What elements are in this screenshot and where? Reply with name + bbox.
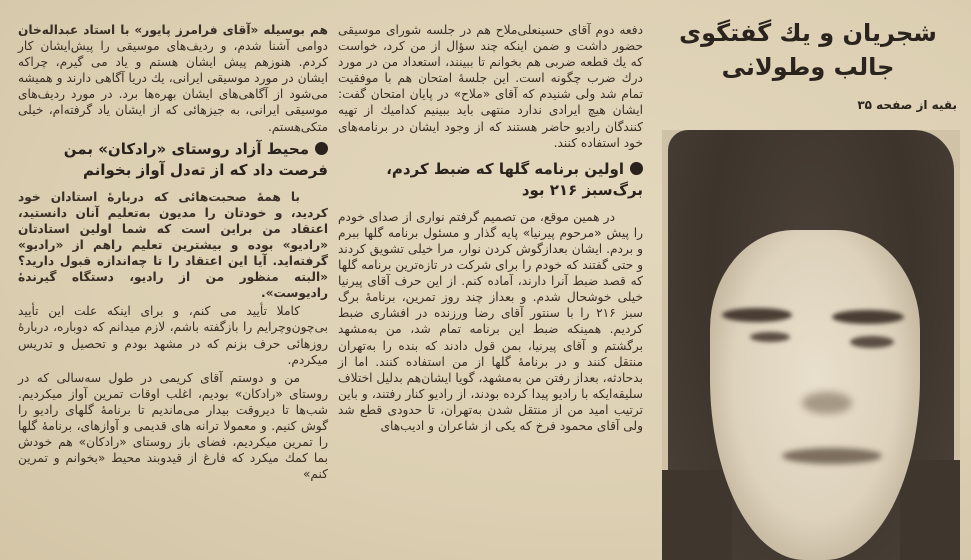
middle-subhead-text: اولین برنامه گلها که ضبط کردم، برگ‌سبز ۲۱۶ بود xyxy=(386,159,643,199)
continued-from-label: بقیه از صفحه ۳۵ xyxy=(857,98,957,112)
photo-nose xyxy=(802,392,852,414)
middle-column xyxy=(338,22,643,560)
middle-para-1: دفعه دوم آقای حسینعلی‌ملاح هم در جلسه شورای موسیقی حضور داشت و ضمن اینکه چند سؤال از من کرد، خواست که یك قطعه ضربی هم بخوانم تا ببینند، استعداد من در مورد درك ضرب چگونه است. این جلسهٔ امتحان هم با موفقیت تمام شد ولی شنیدم که آقای «ملاح» در پایان امتحان گفت: ایشان هیچ ایرادی ندارد منتهی باید ببینیم کدامیك از تهیه کنندگان رادیو حاضر هستند که از وجود ایشان در برنامه‌های خود استفاده کنند. xyxy=(338,23,643,150)
left-para-3: من و دوستم آقای کریمی در طول سه‌سالی که در روستای «رادکان» بودیم، اغلب اوقات تمرین آواز میکردیم. شب‌ها تا دیروقت بیدار می‌ماندیم تا برنامهٔ گلهای رادیو را گوش کنیم. و معمولا ترانه‌ های قدیمی و آوازهای، برنامهٔ گلها را تمرین میکردیم، فضای باز روستای «رادکان» هم خودش بما کمك میکرد که فارغ از قیدوبند محیط «بخوانم و تمرین کنم» xyxy=(18,370,328,482)
photo-brow-left xyxy=(722,308,792,322)
photo-shoulder-left xyxy=(662,470,732,560)
left-subhead xyxy=(18,139,328,181)
photo-shoulder-right xyxy=(900,460,960,560)
bullet-icon xyxy=(315,142,328,155)
middle-subhead xyxy=(338,159,643,201)
left-para-1-text: دوامی آشنا شدم، و ردیف‌های موسیقی را پیش‌ایشان کار کردم. هنوزهم پیش ایشان هستم و یاد می گیرم، چراکه ایشان در مورد موسیقی ایرانی، یك دریا آگاهی دارند و همیشه می‌شود از آگاهی‌های ایشان بهره‌ها برد. در مورد ردیف‌های موسیقی ایرانی، به جیزهائی که از ایشان یاد گرفته‌ام، خیلی متکی‌هستم. xyxy=(18,39,328,134)
photo-eye-left xyxy=(750,332,790,342)
left-para-2: کاملا تأیید می کنم، و برای اینکه علت این تأیید بی‌چون‌وچرایم را بازگفته باشم، لازم میدانم که دوباره، دربارهٔ روزهائی حرف بزنم که در مشهد بودم و تحصیل و تدریس میکردم. xyxy=(18,304,328,367)
middle-para-2: در همین موقع، من تصمیم گرفتم نواری از صدای خودم را پیش «مرحوم پیرنیا» پایه گذار و مسئول برنامه گلها ببرم و بردم. ایشان بعدازگوش کردن نوار، مرا خیلی تشویق کردند و حتی گفتند که خودم را برای شرکت در تازه‌ترین برنامه گلها که قصد ضبط آنرا دارند، آماده کنم. از این حرف آقای پیرنیا خیلی خوشحال شدم. و بعداز چند روز تمرین، برنامهٔ برگ سبز ۲۱۶ را با سنتور آقای رضا ورزنده در افشاری ضبط کردیم. همینکه ضبط این برنامه تمام شد، من به‌مشهد برگشتم و آقای پیرنیا، بمن قول دادند که بنده را به‌تهران منتقل کنند و در برنامهٔ گلها از من استفاده کنند. اما از بدحادثه، بعداز رفتن من به‌مشهد، گویا ایشان‌هم بدلیل اختلاف سلیقه‌ایکه با رادیو پیدا کرده بودند، از رادیو کنار رفتند، و باین ترتیب امید من از منتقل شدن به‌تهران، تا حدودی قطع شد ولی آقای محمود فرخ که یکی از شاعران و ادیب‌های xyxy=(338,209,643,433)
headline-line-2: جالب وطولانی xyxy=(721,53,895,81)
photo-brow-right xyxy=(832,310,904,324)
interview-question: با همهٔ صحبت‌هائی که دربارهٔ استادان خود کردید، و خودتان را مدیون به‌تعلیم آنان دانستید، اعتقاد من براین است که شما اولین استادتان «رادیو» بوده و بیشترین تعلیم راهم از «رادیو» گرفته‌اید. آیا این اعتقاد را تا چه‌اندازه قبول دارید؟ «البته منظور من از رادیو، دستگاه گیرندهٔ رادیوست». xyxy=(18,189,328,301)
photo-eye-right xyxy=(850,336,894,348)
left-para-1 xyxy=(18,22,328,135)
portrait-photo xyxy=(662,130,960,560)
left-subhead-text: محیط آزاد روستای «رادکان» بمن فرصت داد که از ته‌دل آواز بخوانم xyxy=(63,139,328,179)
headline-line-1: شجریان و یك گفتگوی xyxy=(679,19,937,47)
article-headline xyxy=(673,16,943,84)
photo-mouth xyxy=(782,448,882,464)
bullet-icon xyxy=(630,162,643,175)
left-column xyxy=(18,22,328,560)
left-para-1-bold-intro: هم بوسیله «آقای فرامرز پایور» با استاد عبداله‌خان xyxy=(18,23,328,37)
